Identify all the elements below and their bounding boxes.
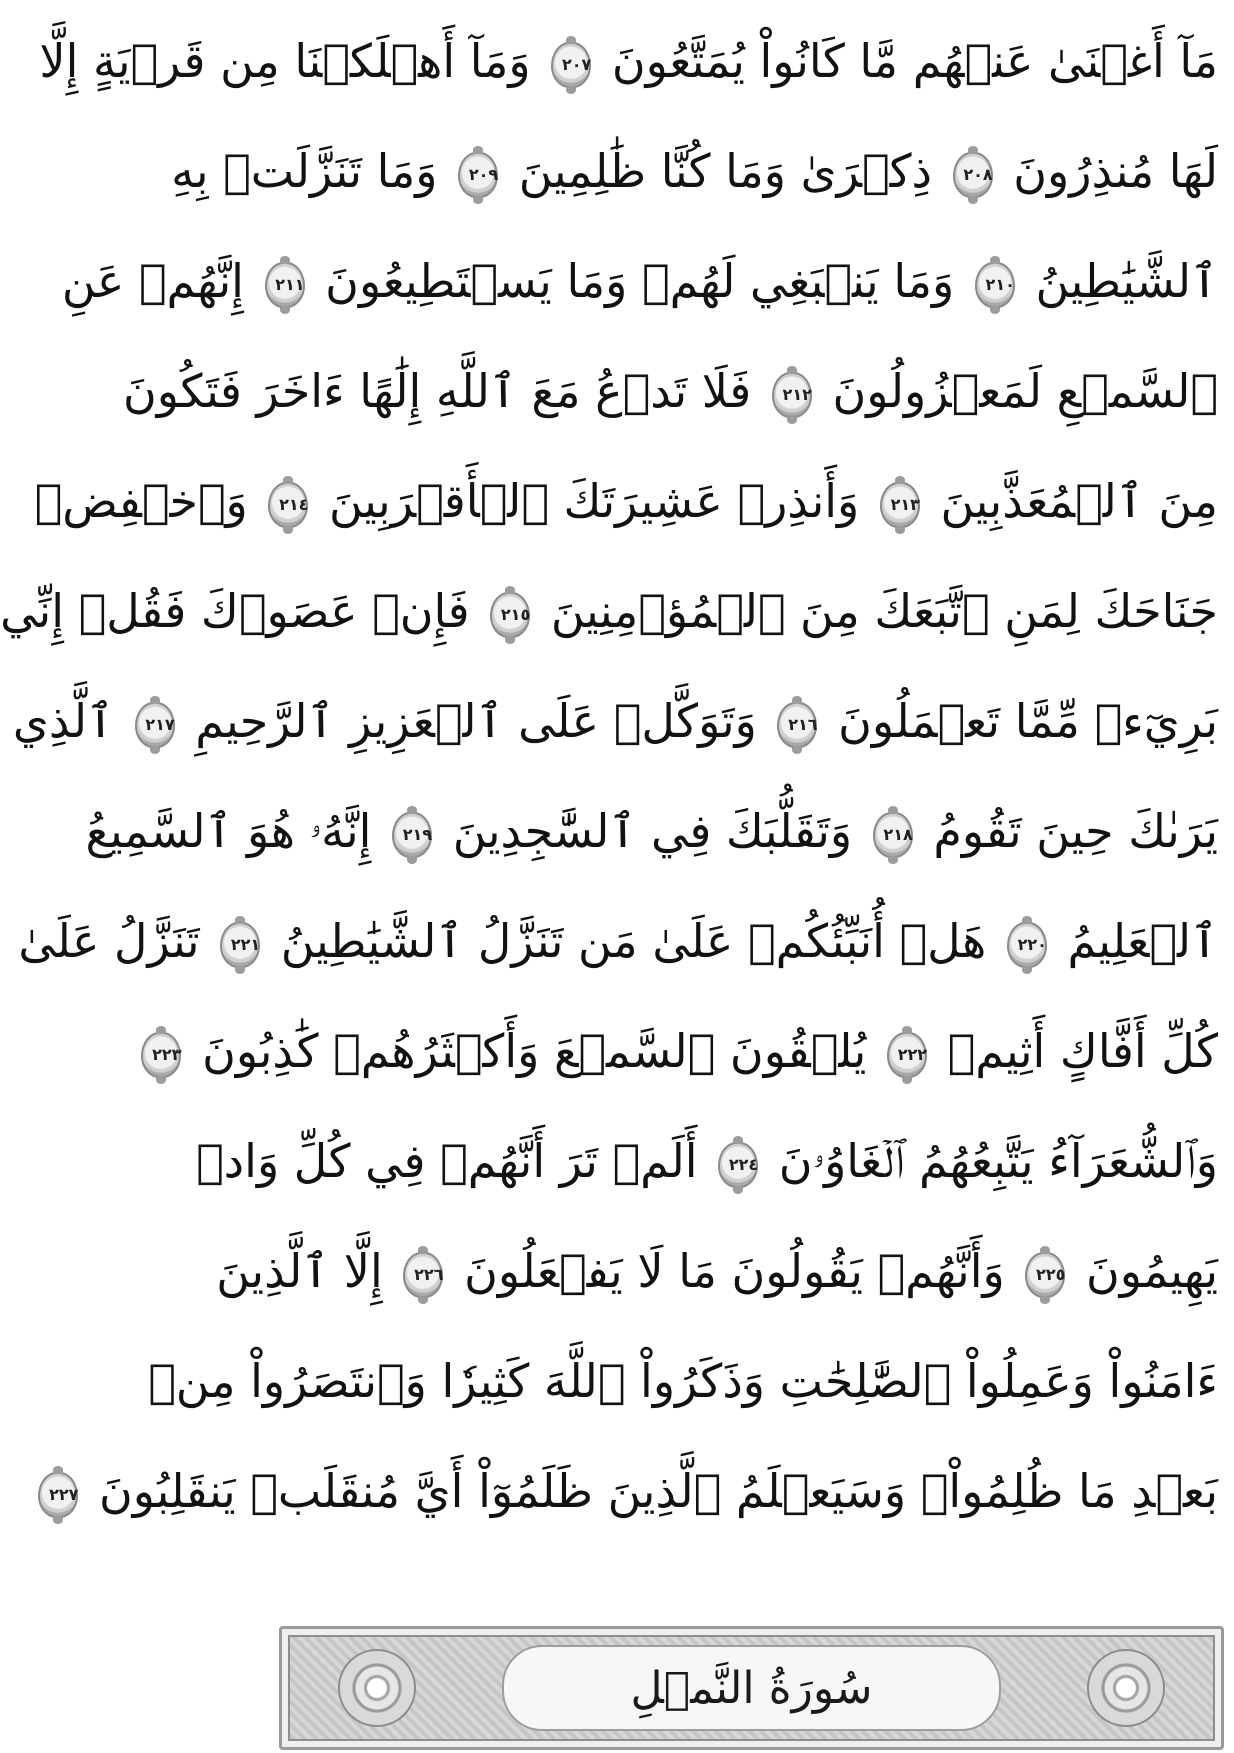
- verse-text: هَلۡ أُنَبِّئُكُمۡ عَلَىٰ مَن تَنَزَّلُ ٱلشَّيَٰطِينُ: [280, 914, 987, 968]
- verse-text: وَتَوَكَّلۡ عَلَى ٱلۡعَزِيزِ ٱلرَّحِيمِ: [195, 694, 757, 748]
- ayah-number-marker: ٢١٢: [772, 372, 812, 418]
- ayah-number-marker: ٢٠٧: [551, 42, 591, 88]
- verse-line: [12, 666, 1218, 776]
- verse-line: [196, 1106, 1218, 1216]
- verse-text: وَأَنذِرۡ عَشِيرَتَكَ ٱلۡأَقۡرَبِينَ: [329, 474, 860, 528]
- verse-text: وَمَا تَنَزَّلَتۡ بِهِ: [171, 144, 438, 198]
- verse-text: جَنَاحَكَ لِمَنِ ٱتَّبَعَكَ مِنَ ٱلۡمُؤۡمِنِينَ: [550, 584, 1218, 638]
- verse-text: كُلِّ أَفَّاكٍ أَثِيمٖ: [947, 1024, 1218, 1078]
- verse-text: يَرَىٰكَ حِينَ تَقُومُ: [933, 804, 1218, 858]
- verse-text: ءَامَنُواْ وَعَمِلُواْ ٱلصَّٰلِحَٰتِ وَذَكَرُواْ ٱللَّهَ كَثِيرٗا وَٱنتَصَرُواْ مِنۢ: [148, 1354, 1218, 1408]
- verse-line: [148, 1326, 1218, 1436]
- verse-line: [18, 886, 1218, 996]
- verse-text: وَمَا يَنۢبَغِي لَهُمۡ وَمَا يَسۡتَطِيعُونَ: [325, 254, 955, 308]
- surah-header-frame: [279, 1626, 1224, 1750]
- ayah-number-marker: ٢١٠: [975, 262, 1015, 308]
- verse-line: [152, 996, 1218, 1106]
- ayah-number-marker: ٢٠٩: [458, 152, 498, 198]
- verse-text: بَرِيٓءٞ مِّمَّا تَعۡمَلُونَ: [838, 694, 1218, 748]
- verse-text: ذِكۡرَىٰ وَمَا كُنَّا ظَٰلِمِينَ: [518, 144, 933, 198]
- ayah-number-marker: ٢٠٨: [953, 152, 993, 198]
- rosette-icon: [1087, 1649, 1165, 1727]
- ayah-number-marker: ٢٢١: [220, 922, 260, 968]
- verse-line: [216, 1216, 1218, 1326]
- ayah-number-marker: ٢١٦: [777, 702, 817, 748]
- verse-text: تَنَزَّلُ عَلَىٰ: [18, 914, 200, 968]
- ayah-number-marker: ٢٢٤: [718, 1142, 758, 1188]
- surah-title-cartouche: [502, 1645, 1001, 1731]
- verse-text: مَآ أَغۡنَىٰ عَنۡهُم مَّا كَانُواْ يُمَتَّعُونَ: [611, 34, 1218, 88]
- surah-title: سُورَةُ النَّمۡلِ: [630, 1663, 873, 1714]
- ayah-number-marker: ٢١٣: [880, 482, 920, 528]
- verse-text: ٱلسَّمۡعِ لَمَعۡزُولُونَ: [832, 364, 1218, 418]
- verse-text: وَمَآ أَهۡلَكۡنَا مِن قَرۡيَةٍ إِلَّا: [39, 34, 531, 88]
- verse-text: ٱلَّذِي: [12, 694, 114, 748]
- ayah-number-marker: ٢١٥: [490, 592, 530, 638]
- verse-text: مِنَ ٱلۡمُعَذَّبِينَ: [940, 474, 1218, 528]
- verse-text: ٱلۡعَلِيمُ: [1067, 914, 1218, 968]
- ayah-number-marker: ٢١٨: [873, 812, 913, 858]
- verse-text: وَٱلشُّعَرَآءُ يَتَّبِعُهُمُ ٱلۡغَاوُۥنَ: [778, 1134, 1218, 1188]
- rosette-icon: [338, 1649, 416, 1727]
- verse-text: إِنَّهُۥ هُوَ ٱلسَّمِيعُ: [85, 804, 372, 858]
- verse-text: وَأَنَّهُمۡ يَقُولُونَ مَا لَا يَفۡعَلُونَ: [464, 1244, 1005, 1298]
- ayah-number-marker: ٢٢٣: [141, 1032, 181, 1078]
- verse-text: وَٱخۡفِضۡ: [34, 474, 248, 528]
- verse-line: [49, 1436, 1218, 1546]
- verse-line: [0, 556, 1218, 666]
- verse-lines: [0, 6, 1218, 1601]
- verse-text: ٱلشَّيَٰطِينُ: [1035, 254, 1218, 308]
- ayah-number-marker: ٢١٩: [392, 812, 432, 858]
- verse-line: [61, 226, 1218, 336]
- ayah-number-marker: ٢٢٦: [403, 1252, 443, 1298]
- verse-line: [171, 116, 1218, 226]
- verse-text: فَلَا تَدۡعُ مَعَ ٱللَّهِ إِلَٰهًا ءَاخَرَ فَتَكُونَ: [123, 364, 752, 418]
- verse-text: يَهِيمُونَ: [1085, 1244, 1218, 1298]
- verse-text: فَإِنۡ عَصَوۡكَ فَقُلۡ إِنِّي: [0, 584, 470, 638]
- verse-line: [34, 446, 1218, 556]
- ayah-number-marker: ٢٢٥: [1025, 1252, 1065, 1298]
- ayah-number-marker: ٢٢٢: [887, 1032, 927, 1078]
- verse-text: يُلۡقُونَ ٱلسَّمۡعَ وَأَكۡثَرُهُمۡ كَٰذِبُونَ: [202, 1024, 867, 1078]
- ayah-number-marker: ٢٢٠: [1007, 922, 1047, 968]
- verse-line: [85, 776, 1218, 886]
- ayah-number-marker: ٢١١: [265, 262, 305, 308]
- verse-text: وَتَقَلُّبَكَ فِي ٱلسَّٰجِدِينَ: [452, 804, 853, 858]
- ayah-number-marker: ٢١٤: [268, 482, 308, 528]
- verse-text: أَلَمۡ تَرَ أَنَّهُمۡ فِي كُلِّ وَادٖ: [196, 1134, 698, 1188]
- verse-text: إِنَّهُمۡ عَنِ: [61, 254, 244, 308]
- verse-line: [39, 6, 1218, 116]
- ayah-number-marker: ٢٢٧: [38, 1472, 78, 1518]
- ayah-number-marker: ٢١٧: [135, 702, 175, 748]
- verse-line: [123, 336, 1218, 446]
- verse-text: بَعۡدِ مَا ظُلِمُواْۗ وَسَيَعۡلَمُ ٱلَّذِينَ ظَلَمُوٓاْ أَيَّ مُنقَلَبٖ يَنقَلِبُونَ: [99, 1464, 1218, 1518]
- verse-text: إِلَّا ٱلَّذِينَ: [216, 1244, 383, 1298]
- verse-text: لَهَا مُنذِرُونَ: [1013, 144, 1218, 198]
